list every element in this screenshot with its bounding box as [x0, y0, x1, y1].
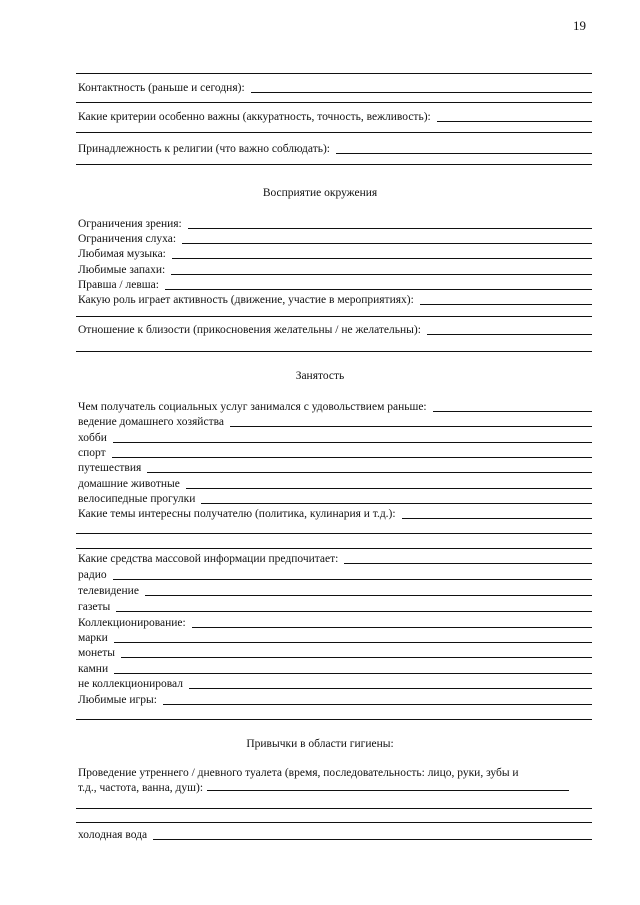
sport-row [78, 445, 592, 460]
household-field[interactable] [230, 426, 592, 427]
toilet-paragraph [78, 766, 592, 796]
media-field[interactable] [344, 563, 592, 564]
religion-label: Принадлежность к религии (что важно соблюдать): [78, 143, 330, 155]
newspapers-row [78, 599, 592, 614]
contact-row [78, 80, 592, 95]
smells-field[interactable] [171, 274, 592, 275]
pets-field[interactable] [186, 488, 592, 489]
media-label: Какие средства массовой информации предпочитает: [78, 553, 339, 565]
coins-label: монеты [78, 647, 116, 659]
blank-line[interactable] [76, 164, 592, 165]
section-title-occupation: Занятость [295, 370, 345, 382]
stones-label: камни [78, 663, 109, 675]
contact-label: Контактность (раньше и сегодня): [78, 82, 245, 94]
toilet-line-2-wrap [78, 781, 592, 796]
tv-field[interactable] [145, 595, 592, 596]
blank-line[interactable] [76, 102, 592, 103]
games-field[interactable] [163, 704, 592, 705]
activity-label: Какую роль играет активность (движение, участие в мероприятиях): [78, 294, 414, 306]
vision-label: Ограничения зрения: [78, 218, 182, 230]
topics-field[interactable] [402, 518, 592, 519]
smells-label: Любимые запахи: [78, 264, 166, 276]
newspapers-field[interactable] [116, 611, 592, 612]
hearing-label: Ограничения слуха: [78, 233, 177, 245]
toilet-line-1: Проведение утреннего / дневного туалета (время, последовательность: лицо, руки, зубы и [78, 767, 519, 779]
bike-label: велосипедные прогулки [78, 493, 196, 505]
enjoyed-row [78, 399, 592, 414]
blank-line[interactable] [76, 719, 592, 720]
hobby-row [78, 430, 592, 445]
games-label: Любимые игры: [78, 694, 157, 706]
blank-line[interactable] [76, 316, 592, 317]
handed-field[interactable] [165, 289, 592, 290]
stones-row [78, 661, 592, 676]
enjoyed-field[interactable] [433, 411, 592, 412]
stamps-row [78, 630, 592, 645]
bike-field[interactable] [201, 503, 592, 504]
tv-label: телевидение [78, 585, 139, 597]
games-row [78, 692, 592, 707]
blank-line[interactable] [76, 822, 592, 823]
section-title-hygiene: Привычки в области гигиены: [246, 738, 394, 750]
activity-field[interactable] [420, 304, 592, 305]
radio-row [78, 567, 592, 582]
collecting-label: Коллекционирование: [78, 617, 186, 629]
closeness-row [78, 322, 592, 337]
hearing-row [78, 231, 592, 246]
stones-field[interactable] [114, 673, 592, 674]
hobby-field[interactable] [113, 442, 592, 443]
blank-line[interactable] [76, 533, 592, 534]
criteria-label: Какие критерии особенно важны (аккуратность, точность, вежливость): [78, 111, 431, 123]
hobby-label: хобби [78, 432, 107, 444]
blank-line[interactable] [76, 132, 592, 133]
media-row [78, 551, 592, 566]
radio-field[interactable] [113, 579, 592, 580]
vision-field[interactable] [188, 228, 592, 229]
cold-water-label: холодная вода [78, 829, 148, 841]
section-title-perception: Восприятие окружения [262, 187, 378, 199]
blank-line[interactable] [76, 548, 592, 549]
religion-row [78, 141, 592, 156]
stamps-label: марки [78, 632, 108, 644]
closeness-field[interactable] [427, 334, 592, 335]
radio-label: радио [78, 569, 107, 581]
bike-row [78, 491, 592, 506]
household-label: ведение домашнего хозяйства [78, 416, 224, 428]
sport-label: спорт [78, 447, 106, 459]
music-field[interactable] [172, 258, 592, 259]
closeness-label: Отношение к близости (прикосновения желательны / не желательны): [78, 324, 421, 336]
stamps-field[interactable] [114, 642, 592, 643]
blank-line[interactable] [76, 808, 592, 809]
pets-label: домашние животные [78, 478, 180, 490]
blank-line[interactable] [76, 73, 592, 74]
travel-field[interactable] [147, 472, 592, 473]
music-label: Любимая музыка: [78, 248, 166, 260]
tv-row [78, 583, 592, 598]
sport-field[interactable] [112, 457, 592, 458]
toilet-line-2: т.д., частота, ванна, душ): [78, 782, 204, 794]
pets-row [78, 476, 592, 491]
contact-field[interactable] [251, 92, 592, 93]
criteria-row [78, 109, 592, 124]
collecting-row [78, 615, 592, 630]
topics-label: Какие темы интересны получателю (политика, кулинария и т.д.): [78, 508, 396, 520]
newspapers-label: газеты [78, 601, 111, 613]
coins-field[interactable] [121, 657, 592, 658]
criteria-field[interactable] [437, 121, 592, 122]
travel-row [78, 460, 592, 475]
toilet-field[interactable] [207, 790, 569, 791]
no-collect-row [78, 676, 592, 691]
collecting-field[interactable] [192, 627, 592, 628]
hearing-field[interactable] [182, 243, 592, 244]
household-row [78, 414, 592, 429]
coins-row [78, 645, 592, 660]
cold-water-field[interactable] [153, 839, 592, 840]
music-row [78, 246, 592, 261]
cold-water-row [78, 827, 592, 842]
travel-label: путешествия [78, 462, 142, 474]
no-collect-label: не коллекционировал [78, 678, 183, 690]
page-number: 19 [573, 18, 586, 33]
blank-line[interactable] [76, 351, 592, 352]
smells-row [78, 262, 592, 277]
handed-label: Правша / левша: [78, 279, 159, 291]
enjoyed-label: Чем получатель социальных услуг занимался с удовольствием раньше: [78, 401, 427, 413]
vision-row [78, 216, 592, 231]
no-collect-field[interactable] [189, 688, 592, 689]
religion-field[interactable] [336, 153, 592, 154]
handed-row [78, 277, 592, 292]
topics-row [78, 506, 592, 521]
activity-row [78, 292, 592, 307]
